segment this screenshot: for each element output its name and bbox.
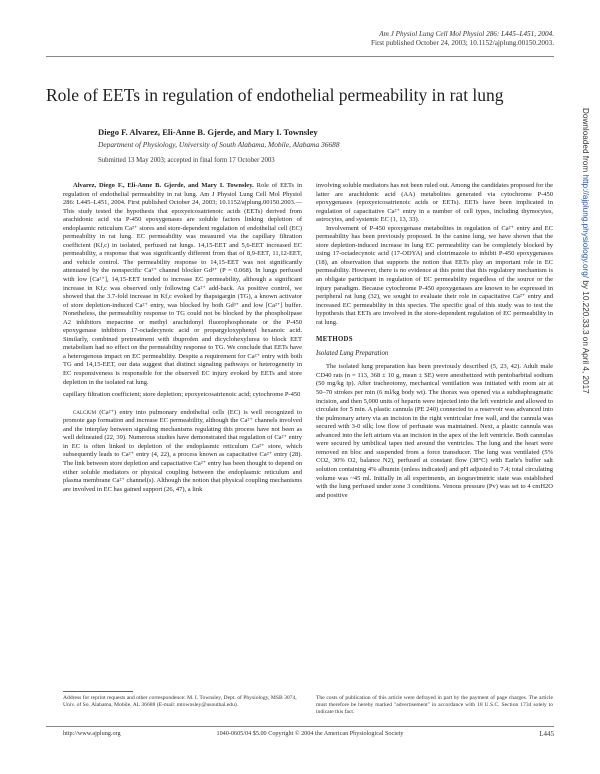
journal-header	[214, 30, 554, 48]
download-watermark	[576, 108, 592, 668]
left-column	[63, 182, 302, 494]
download-source-link[interactable]: http://ajplung.physiology.org/	[581, 174, 590, 279]
submission-dates: Submitted 13 May 2003; accepted in final form 17 October 2003	[98, 157, 275, 164]
footer-rule	[46, 726, 554, 727]
article-title: Role of EETs in regulation of endothelial permeability in rat lung	[46, 84, 504, 105]
article-authors: Diego F. Alvarez, Eli-Anne B. Gjerde, and Mary I. Townsley	[98, 127, 318, 137]
footnote-rule-left	[63, 691, 133, 692]
intro-paragraph-2: Involvement of P-450 epoxygenase metabolites in regulation of Ca²⁺ entry and EC permeability has been previously proposed. In the canine lung, we have shown that the store depletion-induced increase in lung EC permeability can be completely blocked by using 17-octadecynoic acid (17-ODYA) and clotrimazole to inhibit P-450 epoxygenases (18), an observation that supports the notion that EETs play an important role in EC permeability. However, there is no evidence at this point that this regulatory mechanism is an obligate participant in regulation of EC permeability regardless of the source or the injury paradigm. Because cytochrome P-450 epoxygenases are known to be expressed in peripheral rat lung (32), we sought to evaluate their role in capacitative Ca²⁺ entry and increased EC permeability in this species. The specific goal of this study was to test the hypothesis that EETs are involved in the store-dependent regulation of EC permeability in rat lung.	[316, 224, 553, 326]
intro-lead-word: calcium	[73, 408, 97, 416]
methods-heading: METHODS	[316, 336, 353, 344]
right-column	[316, 182, 553, 500]
header-rule	[46, 56, 554, 57]
abstract	[63, 182, 302, 387]
first-published-line: First published October 24, 2003; 10.1152/ajplung.00150.2003.	[370, 39, 554, 47]
journal-url-link[interactable]: http://www.ajplung.org	[63, 730, 121, 737]
intro-paragraph-1	[63, 409, 302, 494]
keywords: capillary filtration coefficient; store depletion; epoxyeicosatrienoic acid; cytochrome P-450	[63, 391, 301, 399]
intro-paragraph-1-continued: involving soluble mediators has not been ruled out. Among the candidates proposed for the latter are arachidonic acid (AA) metabolites generated via cytochrome P-450 epoxygenases (epoxyeicosatrienoic acids or EETs). EETs have been implicated in regulation of capacitative Ca²⁺ entry in a number of cell types, including thymocytes, astrocytes, and systemic EC (1, 13, 33).	[316, 182, 553, 224]
download-watermark-text	[576, 108, 590, 668]
abstract-citation-authors: Alvarez, Diego F., Eli-Anne B. Gjerde, and Mary I. Townsley.	[73, 182, 254, 189]
download-prefix: Downloaded from	[581, 108, 590, 173]
methods-paragraph-1: The isolated lung preparation has been previously described (5, 23, 42). Adult male CD40 rats (n = 113, 368 ± 10 g, mean ± SE) were anesthetized with pentobarbital sodium (50 mg/kg ip). After tracheotomy, mechanical ventilation was initiated with room air at 50–70 strokes per min (6 ml/kg body wt). The thorax was opened via a subdiaphragmatic incision, and then 5,000 units of heparin were injected into the left ventricle and allowed to circulate for 5 min. A plastic cannula (PE 240) connected to a reservoir was advanced into the pulmonary artery via an incision in the right ventricular free wall, and the cannula was secured with 3-0 silk; low flow of perfusate was maintained. Next, a plastic cannula was advanced into the left atrium via an incision in the apex of the left ventricle. Both cannulas were secured by umbilical tapes tied around the ventricles. The lung and the heart were removed en bloc and suspended from a force transducer. The lung was ventilated (5% CO2, 30% O2, balance N2), perfused at constant flow (38°C) with Earle's buffer salt solution containing 4% albumin (unless indicated) and pH adjusted to 7.4; total circulating volume was ~45 ml. Initially in all experiments, an isogravimetric state was established with the lung perfused under zone 3 conditions. Venous pressure (Pv) was set to 4 cmH2O and positive	[316, 363, 553, 499]
article-affiliation: Department of Physiology, University of South Alabama, Mobile, Alabama 36688	[98, 140, 340, 149]
journal-citation: Am J Physiol Lung Cell Mol Physiol 286: L445–L451, 2004.	[379, 30, 554, 38]
correspondence-footnote: Address for reprint requests and other correspondence: M. I. Townsley, Dept. of Physiology, MSB 3074, Univ. of So. Alabama, Mobile, AL 36688 (E-mail: mtownsley@usouthal.edu).	[63, 695, 297, 708]
page-charges-footnote: The costs of publication of this article were defrayed in part by the payment of page charges. The article must therefore be hereby marked "advertisement" in accordance with 18 U.S.C. Section 1734 solely to indicate this fact.	[316, 695, 553, 715]
download-suffix: by 10.220.33.3 on April 4, 2017	[581, 280, 590, 394]
abstract-text: Role of EETs in regulation of endothelial permeability in rat lung. Am J Physiol Lung Cell Mol Physiol 286: L445–L451, 2004. First published October 24, 2003; 10.1152/ajplung.00150.2003.—This study tested the hypothesis that epoxyeicosatrienoic acids (EETs) derived from arachidonic acid via P-450 epoxygenases are soluble factors linking depletion of endoplasmic reticulum Ca²⁺ stores and store-dependent regulation of endothelial cell (EC) permeability in rat lung. EC permeability was measured via the capillary filtration coefficient (Kf,c) in isolated, perfused rat lungs. 14,15-EET and 5,6-EET increased EC permeability, a response that was significantly different from that of 8,9-EET, 11,12-EET, and vehicle control. The permeability response to 14,15-EET was not significantly attenuated by the nonspecific Ca²⁺ channel blocker Gd³⁺ (P = 0.068). In lungs perfused with low [Ca²⁺], 14,15-EET tended to increase EC permeability, although a significant increase in Kf,c was observed only following Ca²⁺ add-back. As positive control, we showed that the 3.7-fold increase in Kf,c evoked by thapsigargin (TG), a known activator of store depletion-induced Ca²⁺ entry, was blocked by both Gd³⁺ and low [Ca²⁺] buffer. Nonetheless, the permeability response to TG could not be blocked by the phospholipase A2 inhibitors mepacrine or methyl arachidonyl fluorophosphonate or the P-450 epoxygenase inhibitors 17-octadecynoic acid or propargyloxyphenyl hexanoic acid. Similarly, combined pretreatment with ibuprofen and dicyclohexylurea to block EET metabolism had no effect on the permeability response to TG. We conclude that EETs have a heterogenous impact on EC permeability. Despite a requirement for Ca²⁺ entry with both TG and 14,15-EET, our data suggest that distinct signaling pathways or heterogeneity in EC responsiveness is responsible for the observed EC injury evoked by EETs and store depletion in the isolated rat lung.	[63, 182, 303, 386]
copyright-line: 1040-0605/04 $5.00 Copyright © 2004 the American Physiological Society	[216, 730, 404, 737]
methods-subheading: Isolated Lung Preparation	[316, 349, 389, 357]
page-number: L445	[539, 730, 554, 738]
intro-paragraph-1-text: (Ca²⁺) entry into pulmonary endothelial cells (EC) is well recognized to promote gap formation and increase EC permeability, although the Ca²⁺ channels involved and the interplay between signaling mechanisms regulating this process have not been as well delineated (22, 39). Numerous studies have demonstrated that regulation of Ca²⁺ entry in EC is often linked to depletion of the endoplasmic reticulum Ca²⁺ store, which subsequently leads to Ca²⁺ entry (4, 22), a process known as capacitative Ca²⁺ entry (28). The link between store depletion and capacitative Ca²⁺ entry has been thought to depend on either soluble mediators or physical coupling between the endoplasmic reticulum and plasma membrane Ca²⁺ channel(s). Although the notion that physical coupling mechanisms are involved in EC has gained support (26, 47), a link	[63, 408, 303, 493]
